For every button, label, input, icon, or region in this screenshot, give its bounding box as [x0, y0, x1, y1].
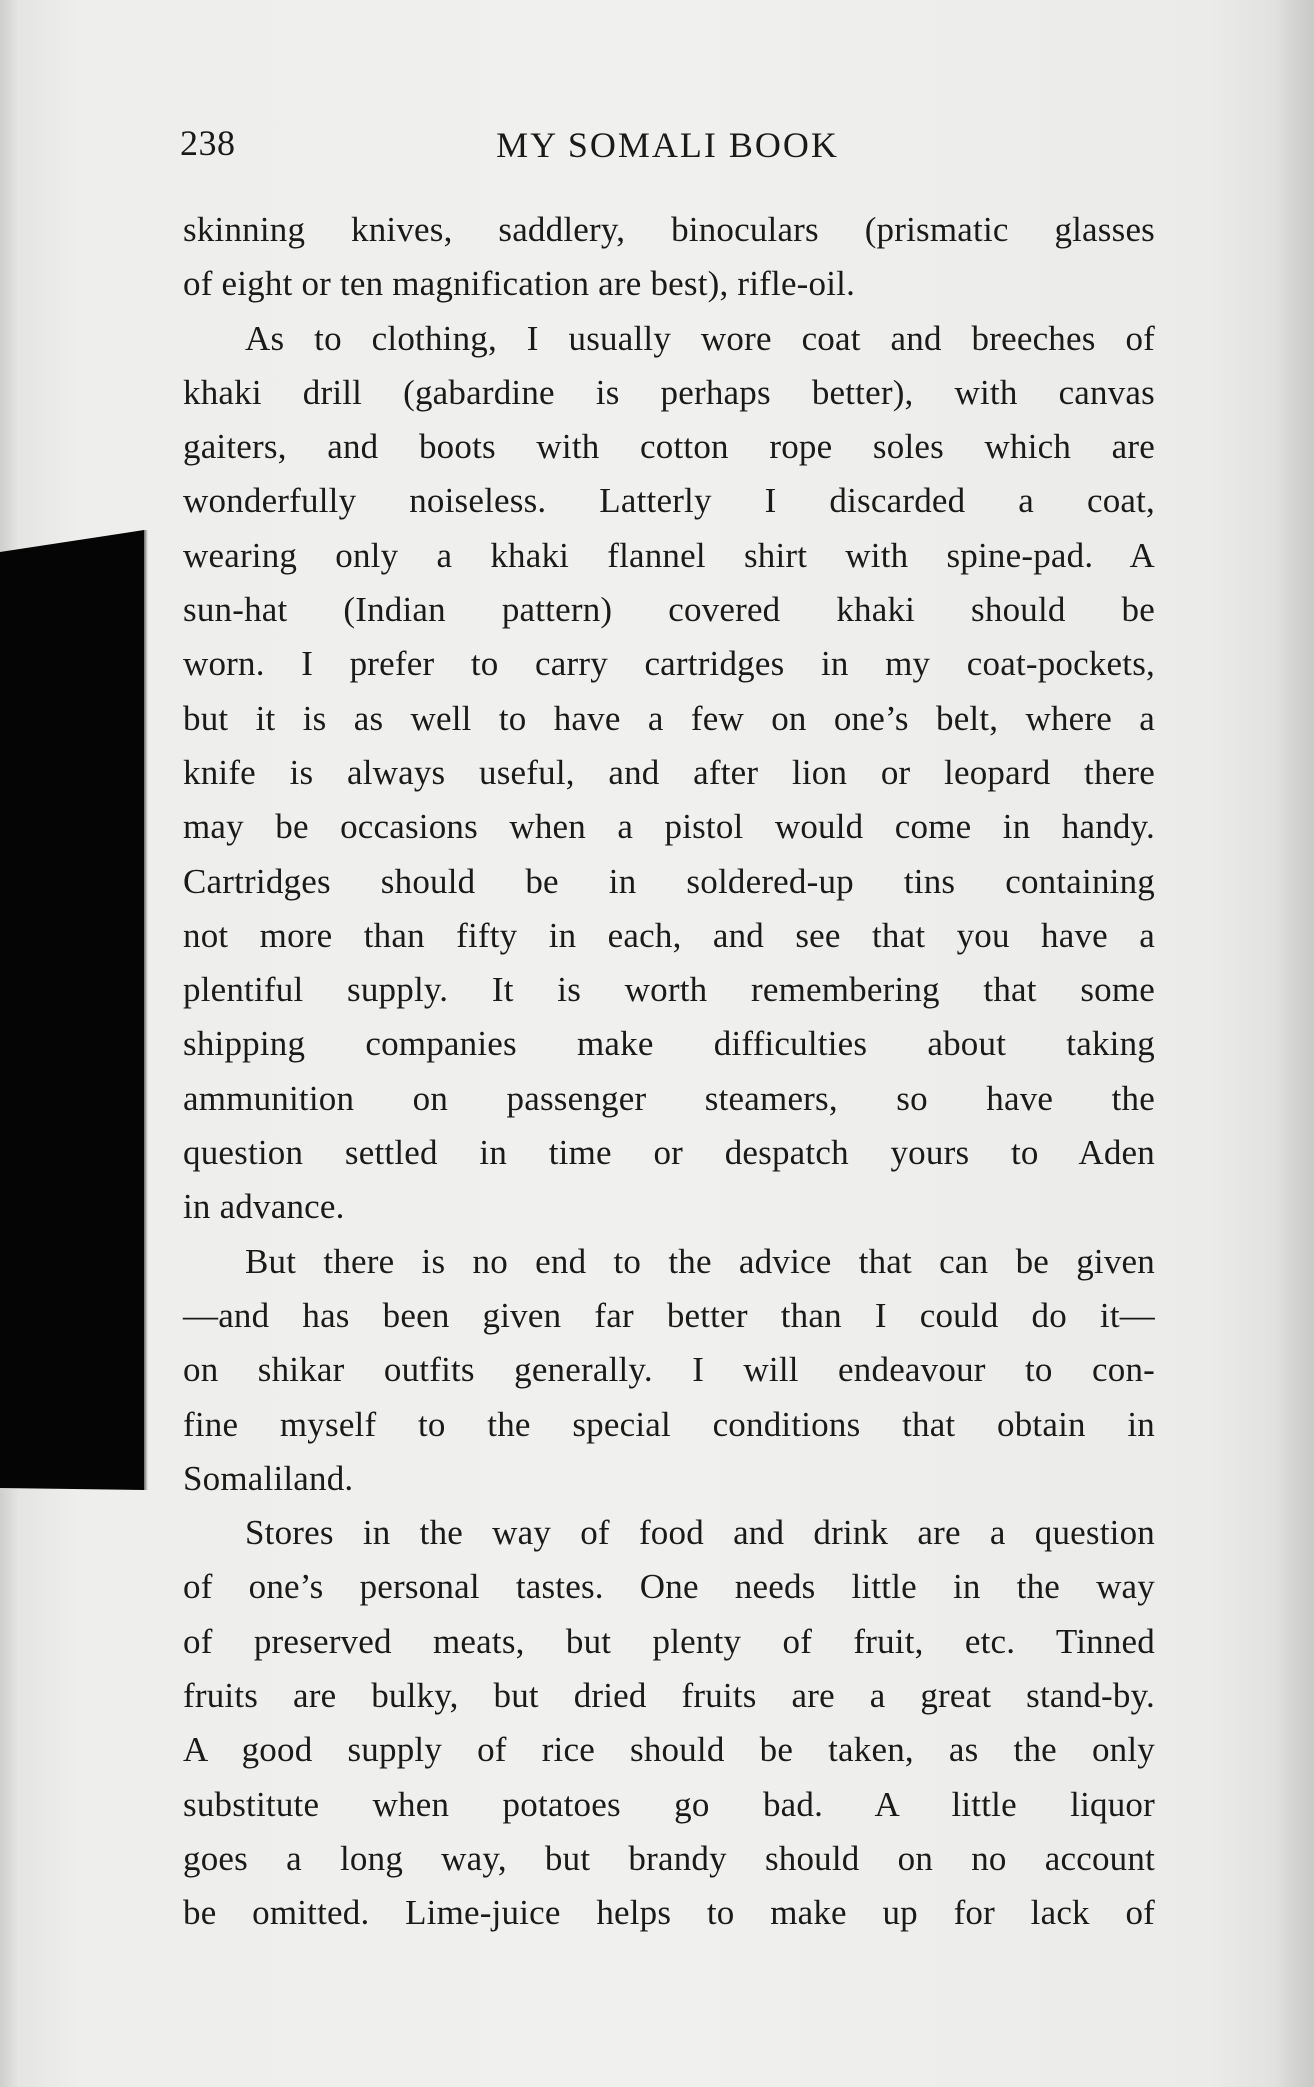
text-line: on shikar outfits generally. I will endeavour to con- — [183, 1350, 1155, 1390]
text-line: of one’s personal tastes. One needs little in the way — [183, 1567, 1155, 1607]
text-line: gaiters, and boots with cotton rope soles which are — [183, 427, 1155, 467]
paragraph-4 — [183, 1506, 1155, 1940]
paragraph-1 — [183, 203, 1155, 312]
text-line: in advance. — [183, 1187, 345, 1227]
text-line: shipping companies make difficulties about taking — [183, 1024, 1155, 1064]
text-line: fruits are bulky, but dried fruits are a great stand-by. — [183, 1676, 1155, 1716]
text-line: be omitted. Lime-juice helps to make up for lack of — [183, 1893, 1155, 1933]
text-line: knife is always useful, and after lion or leopard there — [183, 752, 1155, 792]
running-head: MY SOMALI BOOK — [496, 125, 839, 165]
page-number: 238 — [180, 123, 236, 163]
text-line: worn. I prefer to carry cartridges in my coat-pockets, — [183, 644, 1155, 684]
text-line: As to clothing, I usually wore coat and breeches of — [245, 318, 1155, 358]
text-line: not more than fifty in each, and see that you have a — [183, 915, 1155, 955]
text-line: plentiful supply. It is worth remembering that some — [183, 970, 1155, 1010]
text-line: Stores in the way of food and drink are a question — [245, 1513, 1155, 1553]
paragraph-2 — [183, 312, 1155, 1235]
text-line: of preserved meats, but plenty of fruit, etc. Tinned — [183, 1621, 1155, 1661]
black-tab-marker — [0, 530, 144, 1490]
text-line: ammunition on passenger steamers, so have the — [183, 1078, 1155, 1118]
text-line: fine myself to the special conditions that obtain in — [183, 1404, 1155, 1444]
text-line: But there is no end to the advice that can be given — [245, 1241, 1155, 1281]
text-line: wearing only a khaki flannel shirt with spine-pad. A — [183, 535, 1155, 575]
paragraph-3 — [183, 1235, 1155, 1506]
text-line: khaki drill (gabardine is perhaps better), with canvas — [183, 372, 1155, 412]
text-line: substitute when potatoes go bad. A little liquor — [183, 1784, 1155, 1824]
text-line: skinning knives, saddlery, binoculars (prismatic glasses — [183, 210, 1155, 249]
text-line: of eight or ten magnification are best), rifle-oil. — [183, 264, 856, 304]
text-line: Cartridges should be in soldered-up tins containing — [183, 861, 1155, 901]
text-line: goes a long way, but brandy should on no account — [183, 1838, 1155, 1878]
text-line: question settled in time or despatch yours to Aden — [183, 1133, 1155, 1173]
text-line: but it is as well to have a few on one’s belt, where a — [183, 698, 1155, 738]
text-line: —and has been given far better than I could do it— — [183, 1295, 1155, 1335]
text-line: wonderfully noiseless. Latterly I discarded a coat, — [183, 481, 1155, 521]
text-line: Somaliland. — [183, 1458, 354, 1498]
body-text — [183, 203, 1155, 1941]
black-tab-edge — [144, 530, 148, 1490]
text-line: A good supply of rice should be taken, as the only — [183, 1730, 1155, 1770]
page-gutter-shadow — [1274, 0, 1314, 2087]
text-line: may be occasions when a pistol would come in handy. — [183, 807, 1155, 847]
text-line: sun-hat (Indian pattern) covered khaki should be — [183, 590, 1155, 630]
page-header — [180, 122, 1155, 182]
